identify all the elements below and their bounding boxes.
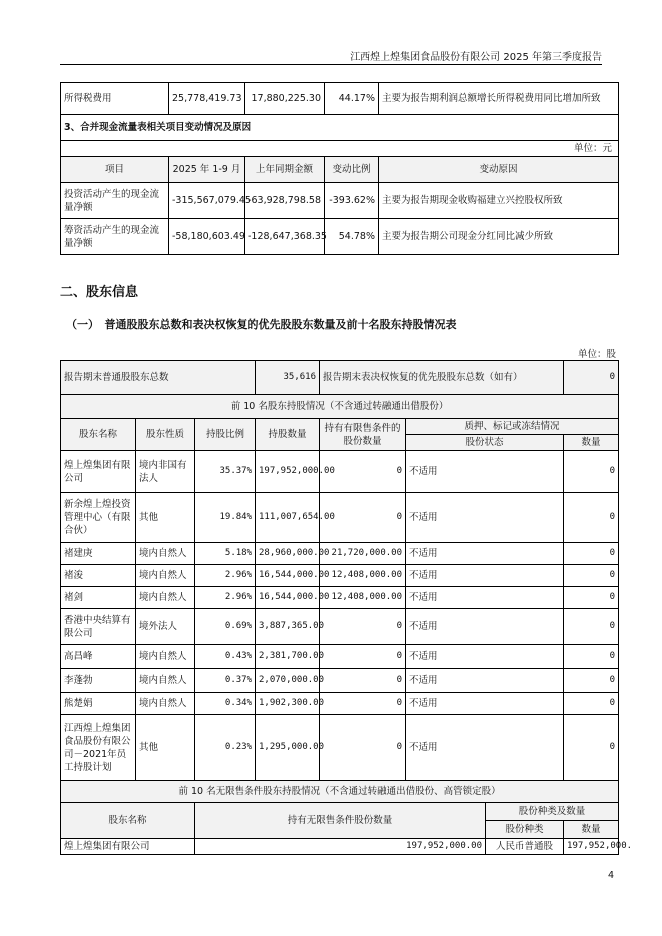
- holder-name: 褚浚: [61, 565, 136, 587]
- holder-status: 不适用: [406, 565, 564, 587]
- cf-item: 筹资活动产生的现金流量净额: [61, 219, 169, 255]
- holder-count: 1,295,000.00: [256, 715, 320, 781]
- cf-prior: -128,647,368.35: [245, 219, 325, 255]
- holder-name: 李蓬勃: [61, 669, 136, 693]
- holder-nature: 其他: [136, 715, 195, 781]
- shares-unit: 单位：股: [577, 349, 616, 360]
- holder-qty: 0: [564, 543, 619, 565]
- holder-ratio: 0.37%: [195, 669, 256, 693]
- unr-type: 人民币普通股: [486, 839, 564, 855]
- table-row: [61, 645, 619, 669]
- holder-name: 香港中央结算有限公司: [61, 609, 136, 645]
- table-row: [61, 543, 619, 565]
- holder-restricted: 12,408,000.00: [320, 587, 406, 609]
- cashflow-unit: 单位：元: [61, 141, 619, 157]
- col-prior: 上年同期金额: [245, 157, 325, 183]
- holder-restricted: 0: [320, 493, 406, 543]
- holder-count: 2,381,700.00: [256, 645, 320, 669]
- cf-reason: 主要为报告期现金收购福建立兴控股权所致: [379, 183, 619, 219]
- tax-prior: 17,880,225.30: [245, 83, 325, 115]
- cf-item: 投资活动产生的现金流量净额: [61, 183, 169, 219]
- cf-current: -58,180,603.49: [169, 219, 245, 255]
- hdr-pledge: 质押、标记或冻结情况: [406, 419, 619, 435]
- tax-row: [61, 83, 619, 115]
- holder-status: 不适用: [406, 451, 564, 493]
- table-row: [61, 565, 619, 587]
- hdr-qty: 数量: [564, 435, 619, 451]
- table-row: [61, 587, 619, 609]
- holder-nature: 境内自然人: [136, 645, 195, 669]
- holder-qty: 0: [564, 609, 619, 645]
- holder-count: 16,544,000.00: [256, 587, 320, 609]
- holder-count: 197,952,000.00: [256, 451, 320, 493]
- pref-holders-value: 0: [564, 361, 619, 395]
- holder-qty: 0: [564, 645, 619, 669]
- cf-prior: -63,928,798.58: [245, 183, 325, 219]
- hdr-restricted: 持有有限售条件的股份数量: [320, 419, 406, 451]
- unr-qty: 197,952,000.: [564, 839, 619, 855]
- table-row: [61, 451, 619, 493]
- unr-hdr-qty: 数量: [564, 821, 619, 839]
- page-number: 4: [607, 870, 614, 881]
- table-row: [61, 493, 619, 543]
- holder-ratio: 35.37%: [195, 451, 256, 493]
- holder-count: 16,544,000.00: [256, 565, 320, 587]
- unr-count: 197,952,000.00: [195, 839, 486, 855]
- pref-holders-label: 报告期末表决权恢复的优先股股东总数（如有）: [320, 361, 564, 395]
- holder-name: 高昌峰: [61, 645, 136, 669]
- holder-ratio: 0.23%: [195, 715, 256, 781]
- holder-nature: 境内自然人: [136, 587, 195, 609]
- tax-change: 44.17%: [325, 83, 379, 115]
- holder-status: 不适用: [406, 543, 564, 565]
- holder-ratio: 2.96%: [195, 565, 256, 587]
- holder-name: 煌上煌集团有限公司: [61, 451, 136, 493]
- table-row: [61, 839, 619, 855]
- unr-hdr-count: 持有无限售条件股份数量: [195, 803, 486, 839]
- holder-count: 1,902,300.00: [256, 693, 320, 715]
- holder-qty: 0: [564, 451, 619, 493]
- hdr-nature: 股东性质: [136, 419, 195, 451]
- col-item: 项目: [61, 157, 169, 183]
- col-change: 变动比例: [325, 157, 379, 183]
- unr-hdr-type: 股份种类: [486, 821, 564, 839]
- unr-name: 煌上煌集团有限公司: [61, 839, 195, 855]
- table-row: [61, 183, 619, 219]
- holder-qty: 0: [564, 493, 619, 543]
- holder-ratio: 0.69%: [195, 609, 256, 645]
- holder-status: 不适用: [406, 493, 564, 543]
- shareholders-table: [60, 360, 633, 855]
- holder-status: 不适用: [406, 715, 564, 781]
- table-row: [61, 669, 619, 693]
- holder-count: 2,070,000.00: [256, 669, 320, 693]
- header-rule: [60, 64, 602, 65]
- hdr-name: 股东名称: [61, 419, 136, 451]
- cf-change: 54.78%: [325, 219, 379, 255]
- holder-count: 111,007,654.00: [256, 493, 320, 543]
- holder-name: 褚剑: [61, 587, 136, 609]
- cashflow-header-row: [61, 157, 619, 183]
- table-row: [61, 609, 619, 645]
- tax-current: 25,778,419.73: [169, 83, 245, 115]
- holder-nature: 境内自然人: [136, 565, 195, 587]
- unr-hdr-name: 股东名称: [61, 803, 195, 839]
- holder-restricted: 0: [320, 693, 406, 715]
- holder-ratio: 2.96%: [195, 587, 256, 609]
- holder-ratio: 0.43%: [195, 645, 256, 669]
- holder-restricted: 0: [320, 609, 406, 645]
- holder-status: 不适用: [406, 669, 564, 693]
- tax-reason: 主要为报告期利润总额增长所得税费用同比增加所致: [379, 83, 619, 115]
- subsection-title: （一） 普通股股东总数和表决权恢复的优先股股东数量及前十名股东持股情况表: [66, 318, 457, 331]
- cashflow-table: [60, 82, 619, 255]
- holder-restricted: 0: [320, 669, 406, 693]
- holder-status: 不适用: [406, 645, 564, 669]
- holder-restricted: 0: [320, 715, 406, 781]
- unrestricted-title: 前 10 名无限售条件股东持股情况（不含通过转融通出借股份、高管锁定股）: [61, 781, 619, 803]
- holder-nature: 境内自然人: [136, 669, 195, 693]
- holder-restricted: 21,720,000.00: [320, 543, 406, 565]
- holder-name: 新余煌上煌投资管理中心（有限合伙）: [61, 493, 136, 543]
- common-holders-value: 35,616: [256, 361, 320, 395]
- holder-qty: 0: [564, 669, 619, 693]
- holder-name: 褚建庚: [61, 543, 136, 565]
- unr-hdr-type-group: 股份种类及数量: [486, 803, 619, 821]
- common-holders-label: 报告期末普通股股东总数: [61, 361, 256, 395]
- holder-name: 江西煌上煌集团食品股份有限公司－2021年员工持股计划: [61, 715, 136, 781]
- holder-nature: 境内自然人: [136, 693, 195, 715]
- holder-nature: 境外法人: [136, 609, 195, 645]
- holder-nature: 其他: [136, 493, 195, 543]
- holder-count: 28,960,000.00: [256, 543, 320, 565]
- holder-status: 不适用: [406, 693, 564, 715]
- holder-nature: 境内非国有法人: [136, 451, 195, 493]
- col-reason: 变动原因: [379, 157, 619, 183]
- cashflow-heading: 3、合并现金流量表相关项目变动情况及原因: [61, 115, 619, 141]
- hdr-status: 股份状态: [406, 435, 564, 451]
- holder-restricted: 0: [320, 645, 406, 669]
- table-row: [61, 715, 619, 781]
- hdr-count: 持股数量: [256, 419, 320, 451]
- holder-qty: 0: [564, 565, 619, 587]
- holder-restricted: 12,408,000.00: [320, 565, 406, 587]
- cf-current: -315,567,079.45: [169, 183, 245, 219]
- holder-count: 3,887,365.00: [256, 609, 320, 645]
- cf-change: -393.62%: [325, 183, 379, 219]
- col-current: 2025 年 1-9 月: [169, 157, 245, 183]
- summary-row: [61, 361, 619, 395]
- cf-reason: 主要为报告期公司现金分红同比减少所致: [379, 219, 619, 255]
- holder-qty: 0: [564, 715, 619, 781]
- section-title: 二、股东信息: [60, 285, 139, 300]
- holder-restricted: 0: [320, 451, 406, 493]
- table-row: [61, 693, 619, 715]
- holder-ratio: 19.84%: [195, 493, 256, 543]
- holder-status: 不适用: [406, 587, 564, 609]
- table-row: [61, 219, 619, 255]
- holder-qty: 0: [564, 587, 619, 609]
- holder-qty: 0: [564, 693, 619, 715]
- holder-status: 不适用: [406, 609, 564, 645]
- holder-ratio: 5.18%: [195, 543, 256, 565]
- top10-title: 前 10 名股东持股情况（不含通过转融通出借股份）: [61, 395, 619, 419]
- tax-label: 所得税费用: [61, 83, 169, 115]
- holder-name: 熊楚娟: [61, 693, 136, 715]
- hdr-ratio: 持股比例: [195, 419, 256, 451]
- page-header: 江西煌上煌集团食品股份有限公司 2025 年第三季度报告: [350, 52, 602, 63]
- holder-ratio: 0.34%: [195, 693, 256, 715]
- holder-nature: 境内自然人: [136, 543, 195, 565]
